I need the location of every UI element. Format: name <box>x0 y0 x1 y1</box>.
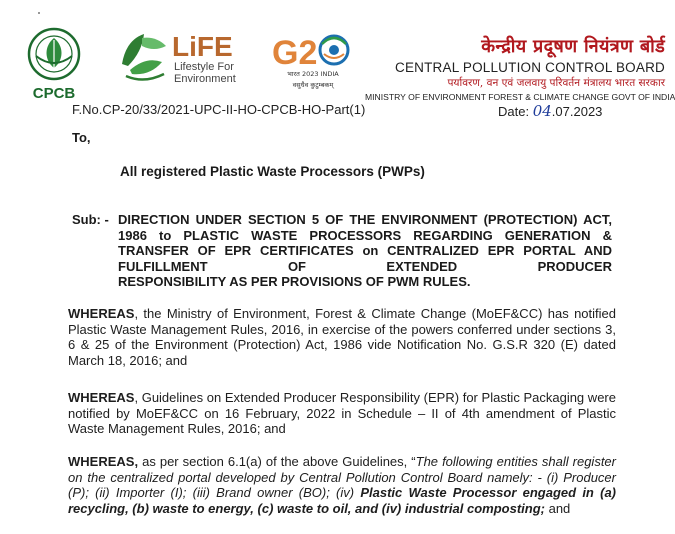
whereas-quote-bold-3: Plastic Waste Processor engaged in (a) recycling, (b) waste to energy, (c) waste to oil, and (iv) industrial composting; <box>68 485 616 516</box>
whereas-text-2: , Guidelines on Extended Producer Responsibility (EPR) for Plastic Packaging were notified by MoEF&CC on 16 February, 2022 in Schedule – II of 4th amendment of Plastic Waste Management Rules, 2016; and <box>68 390 616 436</box>
life-logo-title: LiFE <box>172 31 233 62</box>
date-day-handwritten: 04 <box>532 102 552 120</box>
whereas-lead-3: WHEREAS, <box>68 454 139 469</box>
g20-logo-motto: वसुधैव कुटुम्बकम् <box>292 81 334 89</box>
whereas-text-3: as per section 6.1(a) of the above Guidelines, “ <box>138 454 416 469</box>
org-letterhead <box>365 34 675 102</box>
whereas-quote-3: The following entities shall register on the centralized portal developed by Central Pollution Control Board namely: - (i) Producer (P); (ii) Importer (I); (iii) Brand owner (BO); (iv) <box>68 454 616 500</box>
life-logo <box>116 26 246 86</box>
org-english-name: CENTRAL POLLUTION CONTROL BOARD <box>395 60 665 75</box>
cpcb-logo <box>22 26 86 102</box>
scan-speck <box>38 12 40 14</box>
subject-block <box>72 212 612 290</box>
whereas-lead-2: WHEREAS <box>68 390 135 405</box>
date-month-year: .07.2023 <box>551 104 603 119</box>
subject-label: Sub: - <box>72 212 109 227</box>
file-number: F.No.CP-20/33/2021-UPC-II-HO-CPCB-HO-Part(1) <box>72 102 366 117</box>
letter-date <box>498 102 602 120</box>
ministry-english: MINISTRY OF ENVIRONMENT FOREST & CLIMATE CHANGE GOVT OF INDIA <box>365 92 675 102</box>
subject-text-main: DIRECTION UNDER SECTION 5 OF THE ENVIRONMENT (PROTECTION) ACT, 1986 to PLASTIC WASTE PROCESSORS REGARDING GENERATION & TRANSFER OF EPR CERTIFICATES on CENTRALIZED EPR PORTAL AND FULFILLMENT OF EXTENDED PRODUCER <box>118 212 612 274</box>
cpcb-logo-text: CPCB <box>32 85 76 102</box>
salutation-to: To, <box>72 130 91 145</box>
g20-logo-text: G2 <box>272 34 318 72</box>
life-logo-sub1: Lifestyle For <box>174 61 234 73</box>
whereas-text-1: , the Ministry of Environment, Forest & Climate Change (MoEF&CC) has notified Plastic Waste Management Rules, 2016, in exercise of the powers conferred under sections 3, 6 & 25 of the Environment (Protection) Act, 1986 vide Notification No. G.S.R 320 (E) dated March 18, 2016; and <box>68 306 616 368</box>
g20-logo <box>272 24 354 94</box>
date-label: Date: <box>498 104 530 119</box>
whereas-tail-3: and <box>544 500 571 516</box>
life-logo-sub2: Environment <box>174 73 236 85</box>
g20-logo-india: भारत 2023 INDIA <box>287 70 339 78</box>
whereas-paragraph-3 <box>68 454 616 516</box>
addressee: All registered Plastic Waste Processors (PWPs) <box>120 164 425 179</box>
whereas-paragraph-2 <box>68 390 616 437</box>
whereas-paragraph-1 <box>68 306 616 368</box>
subject-text-last: RESPONSIBILITY AS PER PROVISIONS OF PWM RULES. <box>118 274 471 289</box>
whereas-lead-1: WHEREAS <box>68 306 135 321</box>
ministry-hindi: पर्यावरण, वन एवं जलवायु परिवर्तन मंत्रालय भारत सरकार <box>447 77 665 89</box>
org-hindi-name: केन्द्रीय प्रदूषण नियंत्रण बोर्ड <box>481 36 665 57</box>
subject-text <box>118 212 612 290</box>
